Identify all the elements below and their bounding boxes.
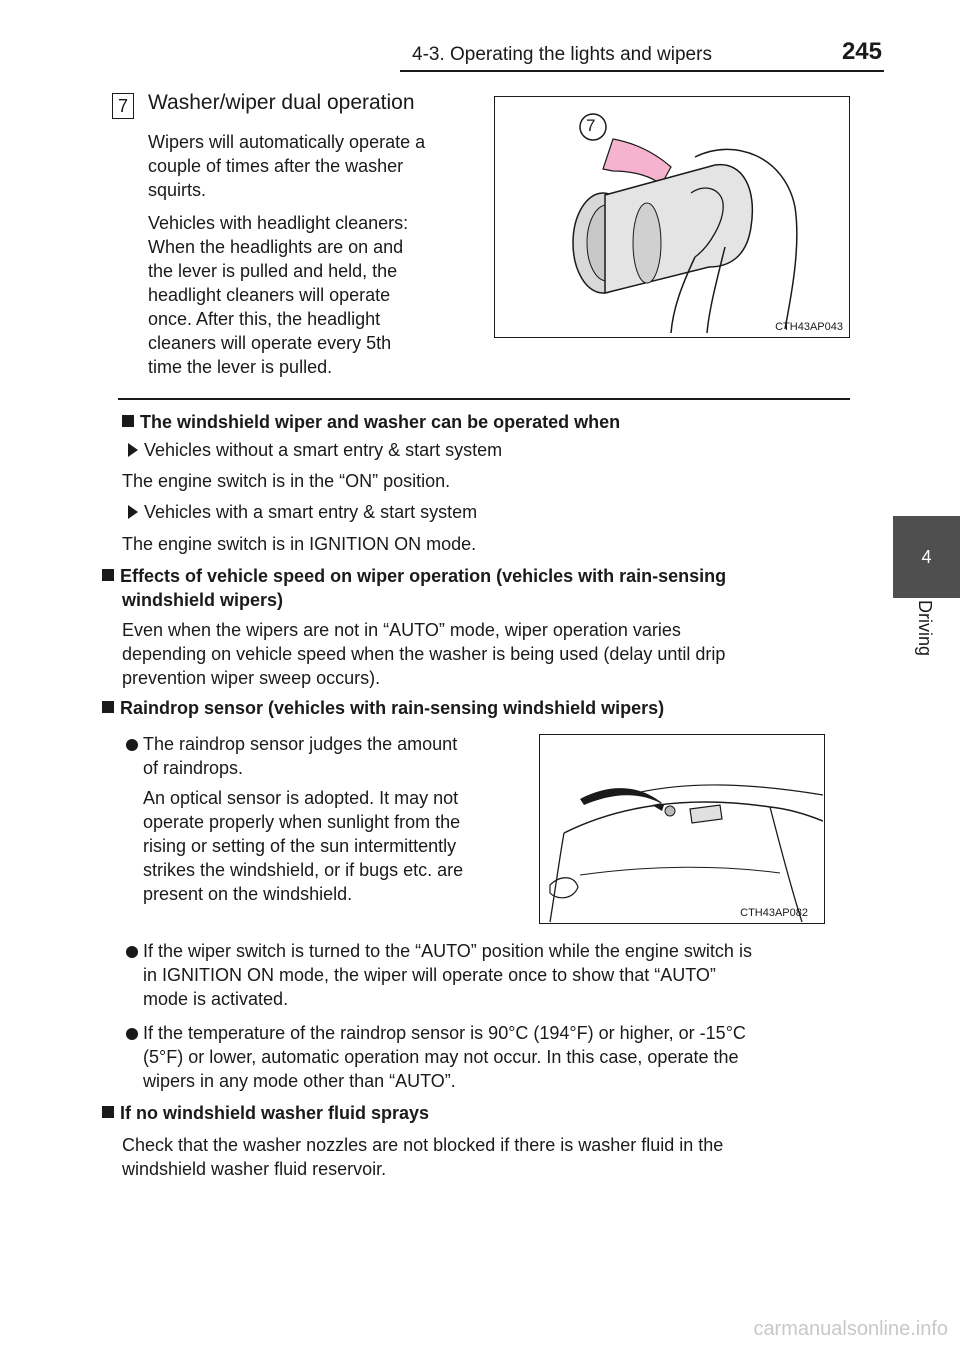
raindrop-bullet-1: The raindrop sensor judges the amount of raindrops. bbox=[143, 734, 458, 778]
page-number: 245 bbox=[841, 38, 882, 65]
step-paragraph-1: Wipers will automatically operate a couple of times after the washer squirts. bbox=[148, 132, 426, 200]
heading-square-icon bbox=[102, 1106, 114, 1118]
section-title: 4-3. Operating the lights and wipers bbox=[412, 44, 712, 65]
step-title: Washer/wiper dual operation bbox=[148, 91, 415, 114]
windshield-illustration bbox=[540, 735, 823, 922]
raindrop-sensor bbox=[665, 806, 675, 816]
figure-code: CTH43AP082 bbox=[740, 907, 808, 919]
bullet-dot-1 bbox=[126, 739, 138, 751]
chapter-number: 4 bbox=[921, 546, 932, 567]
figure-code: CTH43AP043 bbox=[775, 321, 843, 333]
chapter-tab[interactable] bbox=[893, 516, 960, 598]
heading-speed: Effects of vehicle speed on wiper operation (vehicles with rain-sensing windshield wipers) bbox=[102, 564, 850, 612]
heading-no-fluid: If no windshield washer fluid sprays bbox=[102, 1101, 429, 1125]
heading-square-icon bbox=[102, 701, 114, 713]
heading-square-icon bbox=[102, 569, 114, 581]
chapter-label: Driving bbox=[915, 600, 935, 657]
bullet-dot-3 bbox=[126, 1028, 138, 1040]
condition-text-1: The engine switch is in the “ON” position. bbox=[122, 471, 451, 491]
roof-line bbox=[636, 785, 823, 795]
hood-line bbox=[580, 867, 780, 875]
speed-paragraph: Even when the wipers are not in “AUTO” mode, wiper operation varies depending on vehicle speed when the washer is being used (delay until drip prevention wiper sweep occurs). bbox=[122, 620, 726, 688]
condition-text-2: The engine switch is in IGNITION ON mode. bbox=[122, 534, 477, 554]
condition-label-1: Vehicles without a smart entry & start system bbox=[128, 438, 502, 462]
right-pillar bbox=[770, 807, 802, 922]
heading-square-icon bbox=[122, 415, 134, 427]
watermark[interactable]: carmanualsonline.info bbox=[753, 1318, 948, 1340]
heading-raindrop: Raindrop sensor (vehicles with rain-sensing windshield wipers) bbox=[102, 696, 664, 720]
triangle-bullet-icon bbox=[128, 505, 138, 519]
wiper-lever-illustration bbox=[495, 97, 848, 336]
section-divider bbox=[118, 398, 850, 400]
figure-wiper-lever bbox=[494, 96, 850, 338]
pull-direction-arrow bbox=[603, 139, 671, 185]
condition-label-2: Vehicles with a smart entry & start system bbox=[128, 500, 477, 524]
no-fluid-paragraph: Check that the washer nozzles are not blocked if there is washer fluid in the windshield washer fluid reservoir. bbox=[122, 1135, 724, 1179]
header-rule bbox=[400, 70, 884, 72]
bullet-dot-2 bbox=[126, 946, 138, 958]
figure-windshield bbox=[539, 734, 825, 924]
sensor-pointer-arrow bbox=[580, 788, 666, 811]
lever-shaft bbox=[605, 165, 752, 293]
triangle-bullet-icon bbox=[128, 443, 138, 457]
heading-operable: The windshield wiper and washer can be operated when bbox=[122, 410, 620, 434]
lever-ring bbox=[633, 203, 661, 283]
step-number-badge: 7 bbox=[112, 93, 134, 119]
raindrop-bullet-2: If the wiper switch is turned to the “AUTO” position while the engine switch is in IGNITION ON mode, the wiper will operate once to show that “AUTO” mode is activated. bbox=[143, 941, 752, 1009]
step-paragraph-2: Vehicles with headlight cleaners: When the headlights are on and the lever is pulled and held, the headlight cleaners will operate once. After this, the headlight cleaners will operate every 5th time the lever is pulled. bbox=[148, 213, 409, 377]
raindrop-bullet-3: If the temperature of the raindrop sensor is 90°C (194°F) or higher, or -15°C (5°F) or lower, automatic operation may not occur. In this case, operate the wipers in any mode other than “AUTO”. bbox=[143, 1023, 746, 1091]
callout-number: 7 bbox=[586, 116, 596, 135]
mirror bbox=[690, 805, 722, 823]
raindrop-bullet-1-detail: An optical sensor is adopted. It may not operate properly when sunlight from the rising or setting of the sun intermittently strikes the windshield, or if bugs etc. are present on the windshield. bbox=[143, 788, 464, 904]
